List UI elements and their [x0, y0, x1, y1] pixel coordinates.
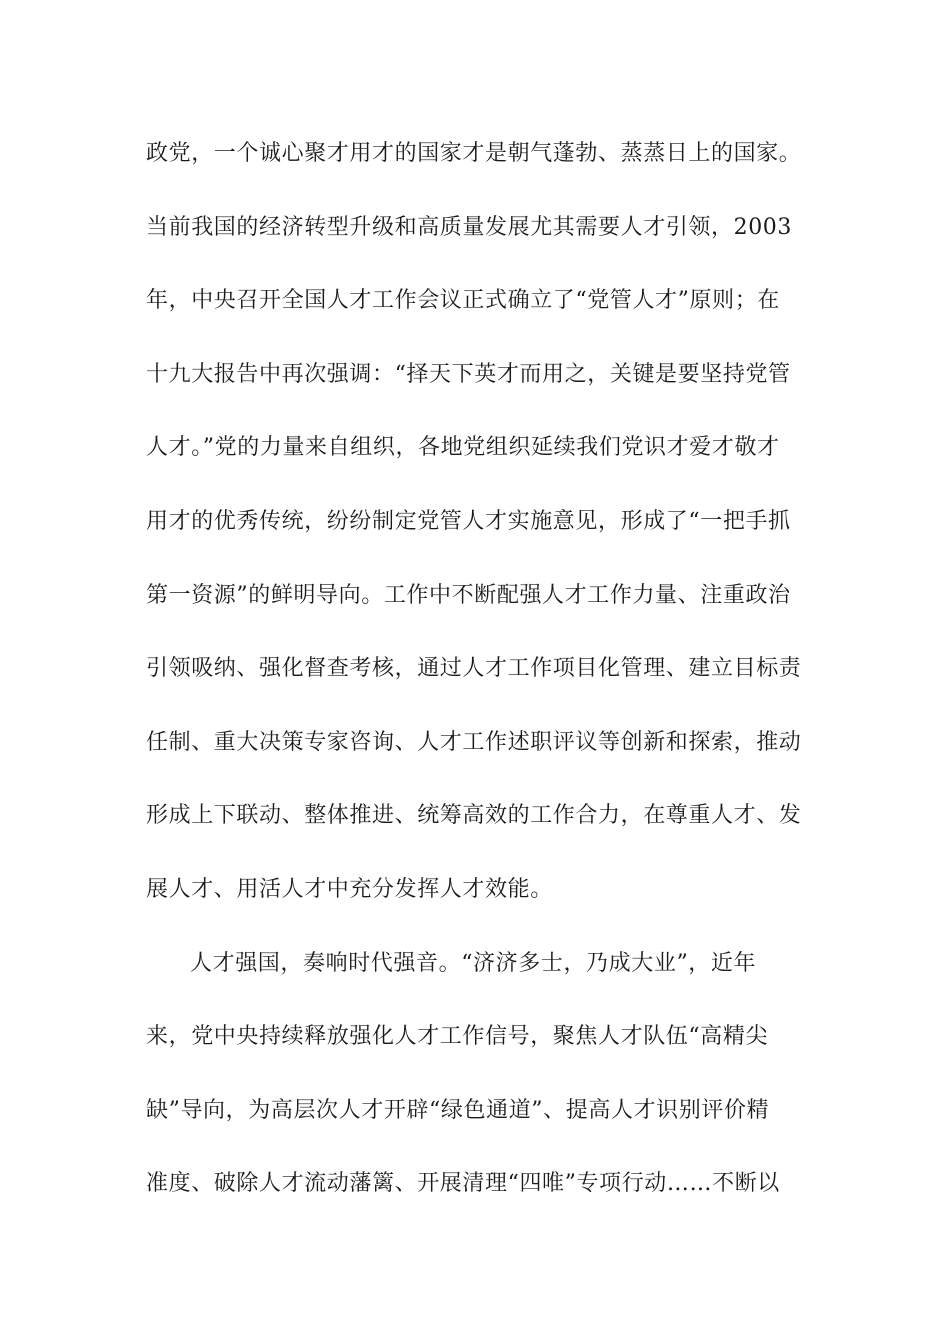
text-line: 第一资源”的鲜明导向。工作中不断配强人才工作力量、注重政治 [146, 582, 791, 608]
text-line: 缺”导向，为高层次人才开辟“绿色通道”、提高人才识别评价精 [146, 1097, 770, 1123]
text-line: 政党，一个诚心聚才用才的国家才是朝气蓬勃、蒸蒸日上的国家。 [146, 141, 802, 166]
text-line: 用才的优秀传统，纷纷制定党管人才实施意见，形成了“一把手抓 [146, 508, 791, 534]
text-line: 引领吸纳、强化督查考核，通过人才工作项目化管理、建立目标责 [146, 656, 802, 682]
text-line: 当前我国的经济转型升级和高质量发展尤其需要人才引领，2003 [146, 214, 792, 240]
text-line: 展人才、用活人才中充分发挥人才效能。 [146, 876, 553, 902]
text-line: 十九大报告中再次强调：“择天下英才而用之，关键是要坚持党管 [146, 361, 791, 387]
text-line: 来，党中央持续释放强化人才工作信号，聚焦人才队伍“高精尖 [146, 1024, 769, 1050]
text-line: 准度、破除人才流动藩篱、开展清理“四唯”专项行动……不断以 [146, 1171, 780, 1197]
text-line: 人才。”党的力量来自组织，各地党组织延续我们党识才爱才敬才 [146, 435, 780, 461]
body-text [146, 127, 802, 1231]
text-line: 年，中央召开全国人才工作会议正式确立了“党管人才”原则；在 [146, 288, 780, 314]
text-line: 形成上下联动、整体推进、统筹高效的工作合力，在尊重人才、发 [146, 803, 802, 829]
text-line: 任制、重大决策专家咨询、人才工作述职评议等创新和探索，推动 [146, 729, 802, 755]
paragraph-start-line: 人才强国，奏响时代强音。“济济多士，乃成大业”，近年 [190, 950, 757, 976]
